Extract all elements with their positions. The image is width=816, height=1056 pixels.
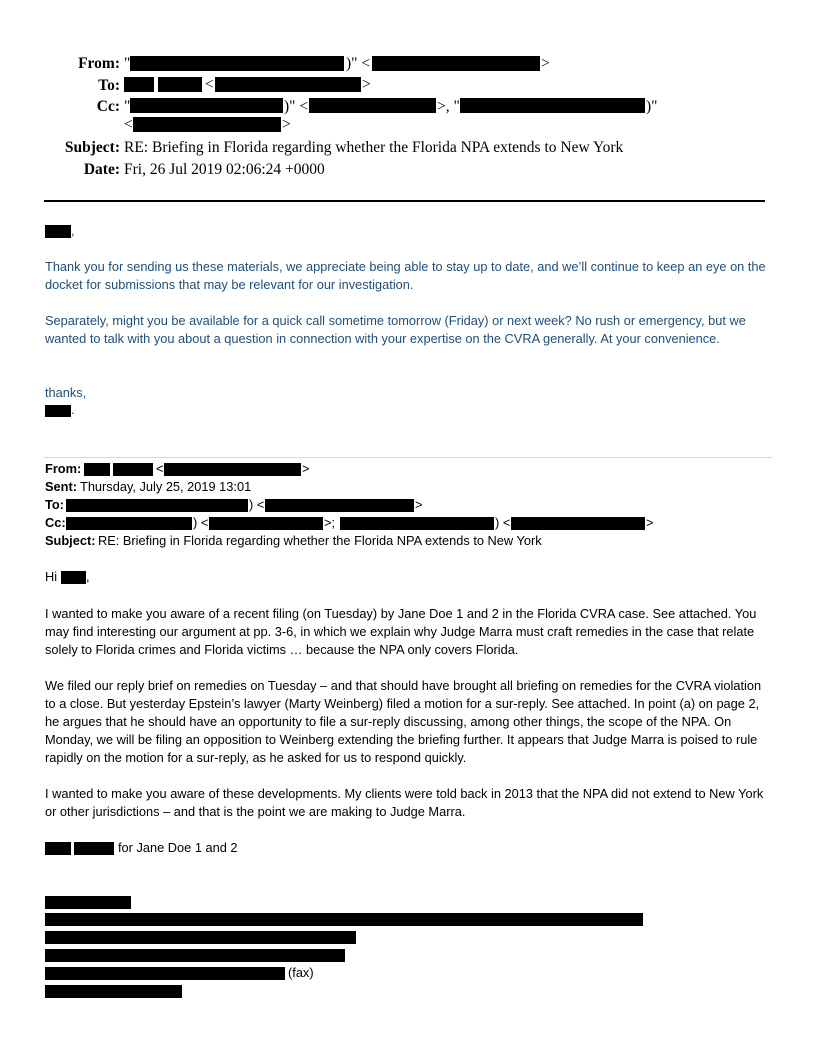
cc-open-2: < <box>124 116 133 133</box>
forward-divider <box>44 457 772 458</box>
redacted-sig-line-2 <box>45 913 643 926</box>
redacted-cc-name-2 <box>460 98 645 113</box>
fwd-paragraph-3: I wanted to make you aware of these developments. My clients were told back in 2013 that the NPA did not extend to New York or other jurisdictions – and that is the point we are making to Judge Marra. <box>45 786 764 819</box>
fwd-to-label: To: <box>45 497 64 512</box>
redacted-fwd-to-name <box>66 499 248 512</box>
from-close: > <box>541 55 550 72</box>
to-close: > <box>362 76 371 93</box>
cc-label: Cc: <box>96 98 120 115</box>
redacted-fwd-greeting-name <box>61 571 86 584</box>
redacted-signer-first <box>45 842 71 855</box>
fwd-from-open: < <box>156 461 164 476</box>
subject-text: RE: Briefing in Florida regarding whether the Florida NPA extends to New York <box>124 139 624 156</box>
to-open: < <box>205 76 214 93</box>
fwd-subject-text: RE: Briefing in Florida regarding whether the Florida NPA extends to New York <box>98 533 542 548</box>
fwd-sent-date: Thursday, July 25, 2019 13:01 <box>80 479 252 494</box>
cc-sep-2: >, " <box>437 98 460 115</box>
date-text: Fri, 26 Jul 2019 02:06:24 +0000 <box>124 161 325 178</box>
redacted-from-name <box>130 56 344 71</box>
fwd-cc-close: > <box>646 515 654 530</box>
cc-close-2: > <box>282 116 291 133</box>
subject-label: Subject: <box>64 139 120 156</box>
redacted-cc-email-1 <box>309 98 436 113</box>
signoff-period: . <box>71 402 75 417</box>
reply-paragraph-1: Thank you for sending us these materials, we appreciate being able to stay up to date, and we’ll continue to keep an eye on the docket for submissions that may be relevant for our investigation. <box>45 259 766 292</box>
fwd-subject-label: Subject: <box>45 533 96 548</box>
redacted-signer-last <box>74 842 114 855</box>
fwd-from-label: From: <box>45 461 82 476</box>
fwd-from-close: > <box>302 461 310 476</box>
reply-paragraph-2: Separately, might you be available for a quick call sometime tomorrow (Friday) or next week? No rush or emergency, but we wanted to talk with you about a question in connection with your expertise on the CVRA generally. At your convenience. <box>45 313 746 346</box>
date-label: Date: <box>83 161 120 178</box>
redacted-cc-email-2 <box>133 117 281 132</box>
fax-label: (fax) <box>288 965 314 980</box>
fwd-cc-sep-2: >; <box>324 515 336 530</box>
cc-quote: " <box>124 98 131 115</box>
redacted-fwd-cc-email-1 <box>209 517 323 530</box>
redacted-to-email <box>215 77 361 92</box>
redacted-to-last <box>158 77 202 92</box>
redacted-sig-line-1 <box>45 896 131 909</box>
cc-sep-3: )" <box>646 98 658 115</box>
to-label: To: <box>98 77 120 94</box>
redacted-sig-line-6 <box>45 985 182 998</box>
redacted-from-email <box>372 56 540 71</box>
from-separator: )" < <box>346 55 371 72</box>
redacted-sig-line-4 <box>45 949 345 962</box>
signature-suffix: for Jane Doe 1 and 2 <box>118 840 238 855</box>
redacted-sig-line-3 <box>45 931 356 944</box>
fwd-paragraph-2: We filed our reply brief on remedies on Tuesday – and that should have brought all briefing on remedies for the CVRA violation to a close. But yesterday Epstein’s lawyer (Marty Weinberg) filed a motion for a sur-reply. See attached. In point (a) on page 2, he argues that he should have an opportunity to file a sur-reply discussing, among other things, the scope of the NPA. On Monday, we will be filing an opposition to Weinberg extending the briefing further. It appears that Judge Marra is poised to rule rapidly on the motion for a sur-reply, as he asked for us to respond quickly. <box>45 678 762 765</box>
redacted-fwd-to-email <box>265 499 414 512</box>
reply-signoff: thanks, <box>45 385 87 400</box>
redacted-fwd-cc-name-2 <box>340 517 494 530</box>
redacted-cc-name-1 <box>130 98 283 113</box>
fwd-greeting-comma: , <box>86 569 90 584</box>
redacted-fwd-cc-name-1 <box>66 517 192 530</box>
fwd-greeting: Hi <box>45 569 58 584</box>
redacted-fwd-from-email <box>164 463 301 476</box>
redacted-sig-fax-number <box>45 967 285 980</box>
greeting-comma: , <box>71 223 75 238</box>
fwd-to-sep: ) < <box>249 497 265 512</box>
redacted-to-first <box>124 77 154 92</box>
fwd-cc-sep-3: ) < <box>495 515 511 530</box>
fwd-sent-label: Sent: <box>45 479 77 494</box>
redacted-fwd-cc-email-2 <box>511 517 645 530</box>
fwd-to-close: > <box>415 497 423 512</box>
redacted-recipient-name <box>45 225 71 238</box>
redacted-fwd-from-last <box>113 463 153 476</box>
from-quote: " <box>124 55 131 72</box>
header-divider <box>44 200 765 202</box>
fwd-cc-label: Cc: <box>45 515 66 530</box>
fwd-cc-sep-1: ) < <box>193 515 209 530</box>
cc-sep-1: )" < <box>284 98 309 115</box>
fwd-paragraph-1: I wanted to make you aware of a recent filing (on Tuesday) by Jane Doe 1 and 2 in the Florida CVRA case. See attached. You may find interesting our argument at pp. 3-6, in which we explain why Judge Marra must craft remedies in the case that relate solely to Florida crimes and Florida victims … because the NPA only covers Florida. <box>45 606 757 657</box>
from-label: From: <box>78 55 120 72</box>
redacted-fwd-from-first <box>84 463 110 476</box>
redacted-sender-initials <box>45 405 71 417</box>
